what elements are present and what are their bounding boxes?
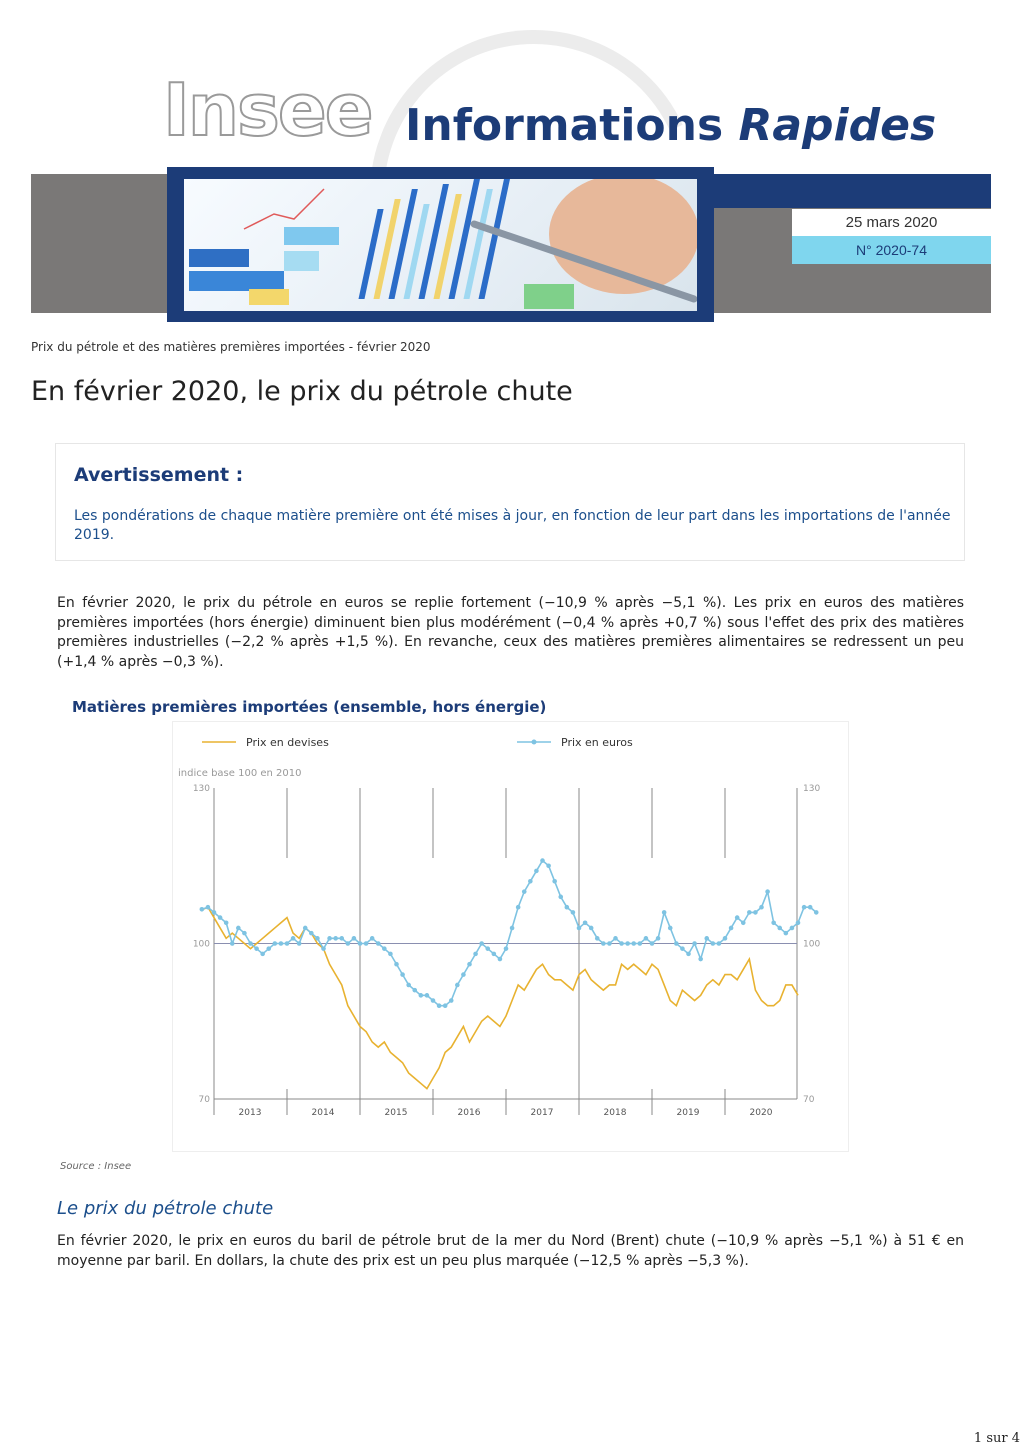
series-point: [339, 936, 344, 941]
chart-source: Source : Insee: [60, 1161, 132, 1172]
series-point: [759, 905, 764, 910]
series-point: [601, 941, 606, 946]
line-chart: [172, 721, 849, 1152]
series-point: [577, 926, 582, 931]
series-point: [674, 941, 679, 946]
warning-title: Avertissement :: [74, 464, 244, 486]
photo-trend-line: [244, 189, 324, 229]
section-paragraph: En février 2020, le prix en euros du baril de pétrole brut de la mer du Nord (Brent) chute (−10,9 % après −5,1 %) à 51 € en moyenne par baril. En dollars, la chute des prix est un peu plus marquée (−12,5 % après −5,3 %).: [57, 1233, 964, 1269]
legend-marker: [532, 740, 537, 745]
series-point: [449, 998, 454, 1003]
series-point: [400, 972, 405, 977]
chart-title: Matières premières importées (ensemble, hors énergie): [72, 698, 547, 716]
series-point: [242, 931, 247, 936]
series-point: [388, 952, 393, 957]
x-tick-label: 2020: [749, 1108, 773, 1118]
x-tick-label: 2014: [311, 1108, 335, 1118]
y-tick-label-right: 100: [803, 939, 821, 950]
y-tick-label-left: 100: [192, 939, 210, 950]
series-point: [729, 926, 734, 931]
series-point: [771, 920, 776, 925]
series-point: [455, 983, 460, 988]
series-point: [698, 957, 703, 962]
series-point: [364, 941, 369, 946]
header-navy-band: [690, 174, 991, 208]
series-point: [619, 941, 624, 946]
x-tick-label: 2016: [457, 1108, 481, 1118]
page-number: 1 sur 4: [973, 1431, 1020, 1446]
series-point: [741, 920, 746, 925]
series-point: [406, 983, 411, 988]
photo-left-bars: [189, 227, 339, 305]
series-point: [662, 910, 667, 915]
series-point: [644, 936, 649, 941]
series-point: [309, 931, 314, 936]
section-title: Le prix du pétrole chute: [57, 1198, 274, 1219]
series-point: [753, 910, 758, 915]
header-photo: [184, 179, 697, 311]
series-point: [291, 936, 296, 941]
series-point: [382, 946, 387, 951]
series-point: [650, 941, 655, 946]
series-point: [279, 941, 284, 946]
series-point: [266, 946, 271, 951]
series-point: [273, 941, 278, 946]
series-point: [431, 998, 436, 1003]
series-point: [777, 926, 782, 931]
series-point: [583, 920, 588, 925]
series-point: [315, 936, 320, 941]
series-point: [613, 936, 618, 941]
series-point: [717, 941, 722, 946]
x-tick-label: 2013: [238, 1108, 262, 1118]
series-point: [212, 910, 217, 915]
legend-label: Prix en euros: [561, 736, 633, 749]
brand-italic: Rapides: [738, 100, 937, 151]
series-point: [248, 941, 253, 946]
series-point: [333, 936, 338, 941]
series-point: [692, 941, 697, 946]
publication-brand: [405, 100, 937, 151]
series-point: [303, 926, 308, 931]
insee-logo: Insee: [163, 68, 372, 152]
y-tick-label-left: 130: [192, 784, 210, 794]
chart-legend: [202, 736, 633, 749]
series-point: [412, 988, 417, 993]
series-point: [230, 941, 235, 946]
series-point: [668, 926, 673, 931]
series-point: [236, 926, 241, 931]
series-point: [571, 910, 576, 915]
series-point: [552, 879, 557, 884]
series-point: [735, 915, 740, 920]
series-point: [425, 993, 430, 998]
series-point: [704, 936, 709, 941]
series-point: [437, 1003, 442, 1008]
series-point: [546, 863, 551, 868]
series-point: [790, 926, 795, 931]
warning-box: [55, 443, 965, 561]
series-point: [297, 941, 302, 946]
series-point: [327, 936, 332, 941]
series-point: [565, 905, 570, 910]
series-point: [534, 869, 539, 874]
series-point: [443, 1003, 448, 1008]
series-point: [711, 941, 716, 946]
series-point: [321, 946, 326, 951]
series-point: [285, 941, 290, 946]
series-point: [607, 941, 612, 946]
series-point: [747, 910, 752, 915]
series-point: [784, 931, 789, 936]
y-tick-label-right: 130: [803, 784, 821, 794]
series-point: [376, 941, 381, 946]
breadcrumb: Prix du pétrole et des matières premières importées - février 2020: [31, 340, 431, 354]
series-point: [631, 941, 636, 946]
x-tick-label: 2019: [676, 1108, 700, 1118]
series-point: [765, 889, 770, 894]
series-point: [254, 946, 259, 951]
series-point: [370, 936, 375, 941]
y-tick-label-right: 70: [803, 1095, 815, 1105]
series-point: [485, 946, 490, 951]
series-point: [723, 936, 728, 941]
series-point: [558, 895, 563, 900]
series-point: [528, 879, 533, 884]
series-point: [522, 889, 527, 894]
series-point: [206, 905, 211, 910]
series-line-0: [202, 907, 798, 1088]
series-point: [808, 905, 813, 910]
series-point: [498, 957, 503, 962]
series-point: [589, 926, 594, 931]
series-point: [473, 952, 478, 957]
publication-number: N° 2020-74: [792, 236, 991, 264]
x-tick-label: 2017: [530, 1108, 554, 1118]
series-point: [461, 972, 466, 977]
series-point: [680, 946, 685, 951]
x-tick-label: 2018: [603, 1108, 627, 1118]
brand-main: Informations: [405, 100, 739, 151]
series-point: [638, 941, 643, 946]
chart-photo-illustration: [184, 179, 697, 311]
series-point: [814, 910, 819, 915]
x-tick-label: 2015: [384, 1108, 408, 1118]
chart-grid: [214, 788, 797, 1115]
series-point: [218, 915, 223, 920]
series-point: [656, 936, 661, 941]
series-point: [224, 920, 229, 925]
chart-series: [200, 858, 819, 1088]
series-point: [358, 941, 363, 946]
series-point: [260, 952, 265, 957]
warning-text: Les pondérations de chaque matière première ont été mises à jour, en fonction de leur part dans les importations de l'année 2019.: [74, 508, 951, 543]
page-title: En février 2020, le prix du pétrole chute: [31, 376, 573, 407]
series-point: [479, 941, 484, 946]
series-point: [625, 941, 630, 946]
publication-date: 25 mars 2020: [792, 209, 991, 236]
series-point: [200, 907, 205, 912]
intro-paragraph: En février 2020, le prix du pétrole en euros se replie fortement (−10,9 % après −5,1 %). Les prix en euros des matières premières importées (hors énergie) diminuent bien plus modérément (−0,4 % après +0,7 %) sous l'effet des prix des matières premières industrielles (−2,2 % après +1,5 %). En revanche, ceux des matières premières alimentaires se redressent un peu (+1,4 % après −0,3 %).: [57, 595, 964, 670]
series-point: [686, 952, 691, 957]
series-point: [510, 926, 515, 931]
series-point: [796, 920, 801, 925]
series-point: [595, 936, 600, 941]
series-point: [352, 936, 357, 941]
legend-label: Prix en devises: [246, 736, 329, 749]
header-photo-frame: [167, 167, 714, 322]
series-point: [802, 905, 807, 910]
series-point: [540, 858, 545, 863]
series-point: [467, 962, 472, 967]
series-point: [394, 962, 399, 967]
series-point: [516, 905, 521, 910]
series-point: [492, 952, 497, 957]
series-point: [346, 941, 351, 946]
y-axis-label: indice base 100 en 2010: [178, 768, 302, 779]
photo-right-bars: [358, 179, 510, 299]
series-point: [504, 946, 509, 951]
y-tick-label-left: 70: [198, 1095, 210, 1105]
photo-green-block: [524, 284, 574, 309]
series-point: [419, 993, 424, 998]
